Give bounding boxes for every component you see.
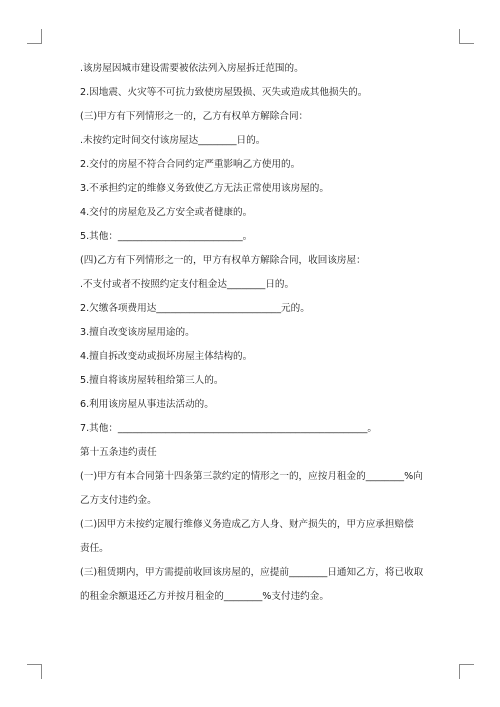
text-line: 6.利用该房屋从事违法活动的。 [80, 399, 214, 410]
text-line: 5.擅自将该房屋转租给第三人的。 [80, 375, 224, 386]
text-line: 的租金余额退还乙方并按月租金的________%支付违约金。 [80, 591, 329, 602]
text-line: .未按约定时间交付该房屋达________日的。 [80, 135, 266, 146]
text-line: (三)租赁期内，甲方需提前收回该房屋的，应提前________日通知乙方，将已收取 [80, 567, 424, 578]
text-line: .该房屋因城市建设需要被依法列入房屋拆迁范围的。 [80, 63, 304, 74]
section-heading: 第十五条违约责任 [80, 447, 157, 458]
text-line: (四)乙方有下列情形之一的，甲方有权单方解除合同，收回该房屋： [80, 255, 366, 266]
crop-mark-bottom-left [27, 664, 42, 679]
text-line: 5.其他：__________________________。 [80, 231, 253, 242]
text-line: 3.擅自改变该房屋用途的。 [80, 327, 195, 338]
text-line: 4.交付的房屋危及乙方安全或者健康的。 [80, 207, 253, 218]
text-line: (一)甲方有本合同第十四条第三款约定的情形之一的，应按月租金的________%向 [80, 471, 423, 482]
text-line: 乙方支付违约金。 [80, 495, 157, 506]
text-line: 4.擅自拆改变动或损坏房屋主体结构的。 [80, 351, 253, 362]
text-line: 7.其他：____________________________________________________。 [80, 423, 377, 434]
text-line: .不支付或者不按照约定支付租金达________日的。 [80, 279, 295, 290]
text-line: 2.欠缴各项费用达__________________________元的。 [80, 303, 310, 314]
crop-mark-bottom-right [459, 664, 474, 679]
text-line: (三)甲方有下列情形之一的，乙方有权单方解除合同： [80, 111, 309, 122]
crop-mark-top-left [27, 29, 42, 44]
text-line: 责任。 [80, 543, 109, 554]
text-line: 2.交付的房屋不符合合同约定严重影响乙方使用的。 [80, 159, 301, 170]
crop-mark-top-right [459, 29, 474, 44]
document-body [80, 62, 425, 614]
text-line: (二)因甲方未按约定履行维修义务造成乙方人身、财产损失的，甲方应承担赔偿 [80, 519, 414, 530]
text-line: 2.因地震、火灾等不可抗力致使房屋毁损、灭失或造成其他损失的。 [80, 87, 368, 98]
text-line: 3.不承担约定的维修义务致使乙方无法正常使用该房屋的。 [80, 183, 329, 194]
